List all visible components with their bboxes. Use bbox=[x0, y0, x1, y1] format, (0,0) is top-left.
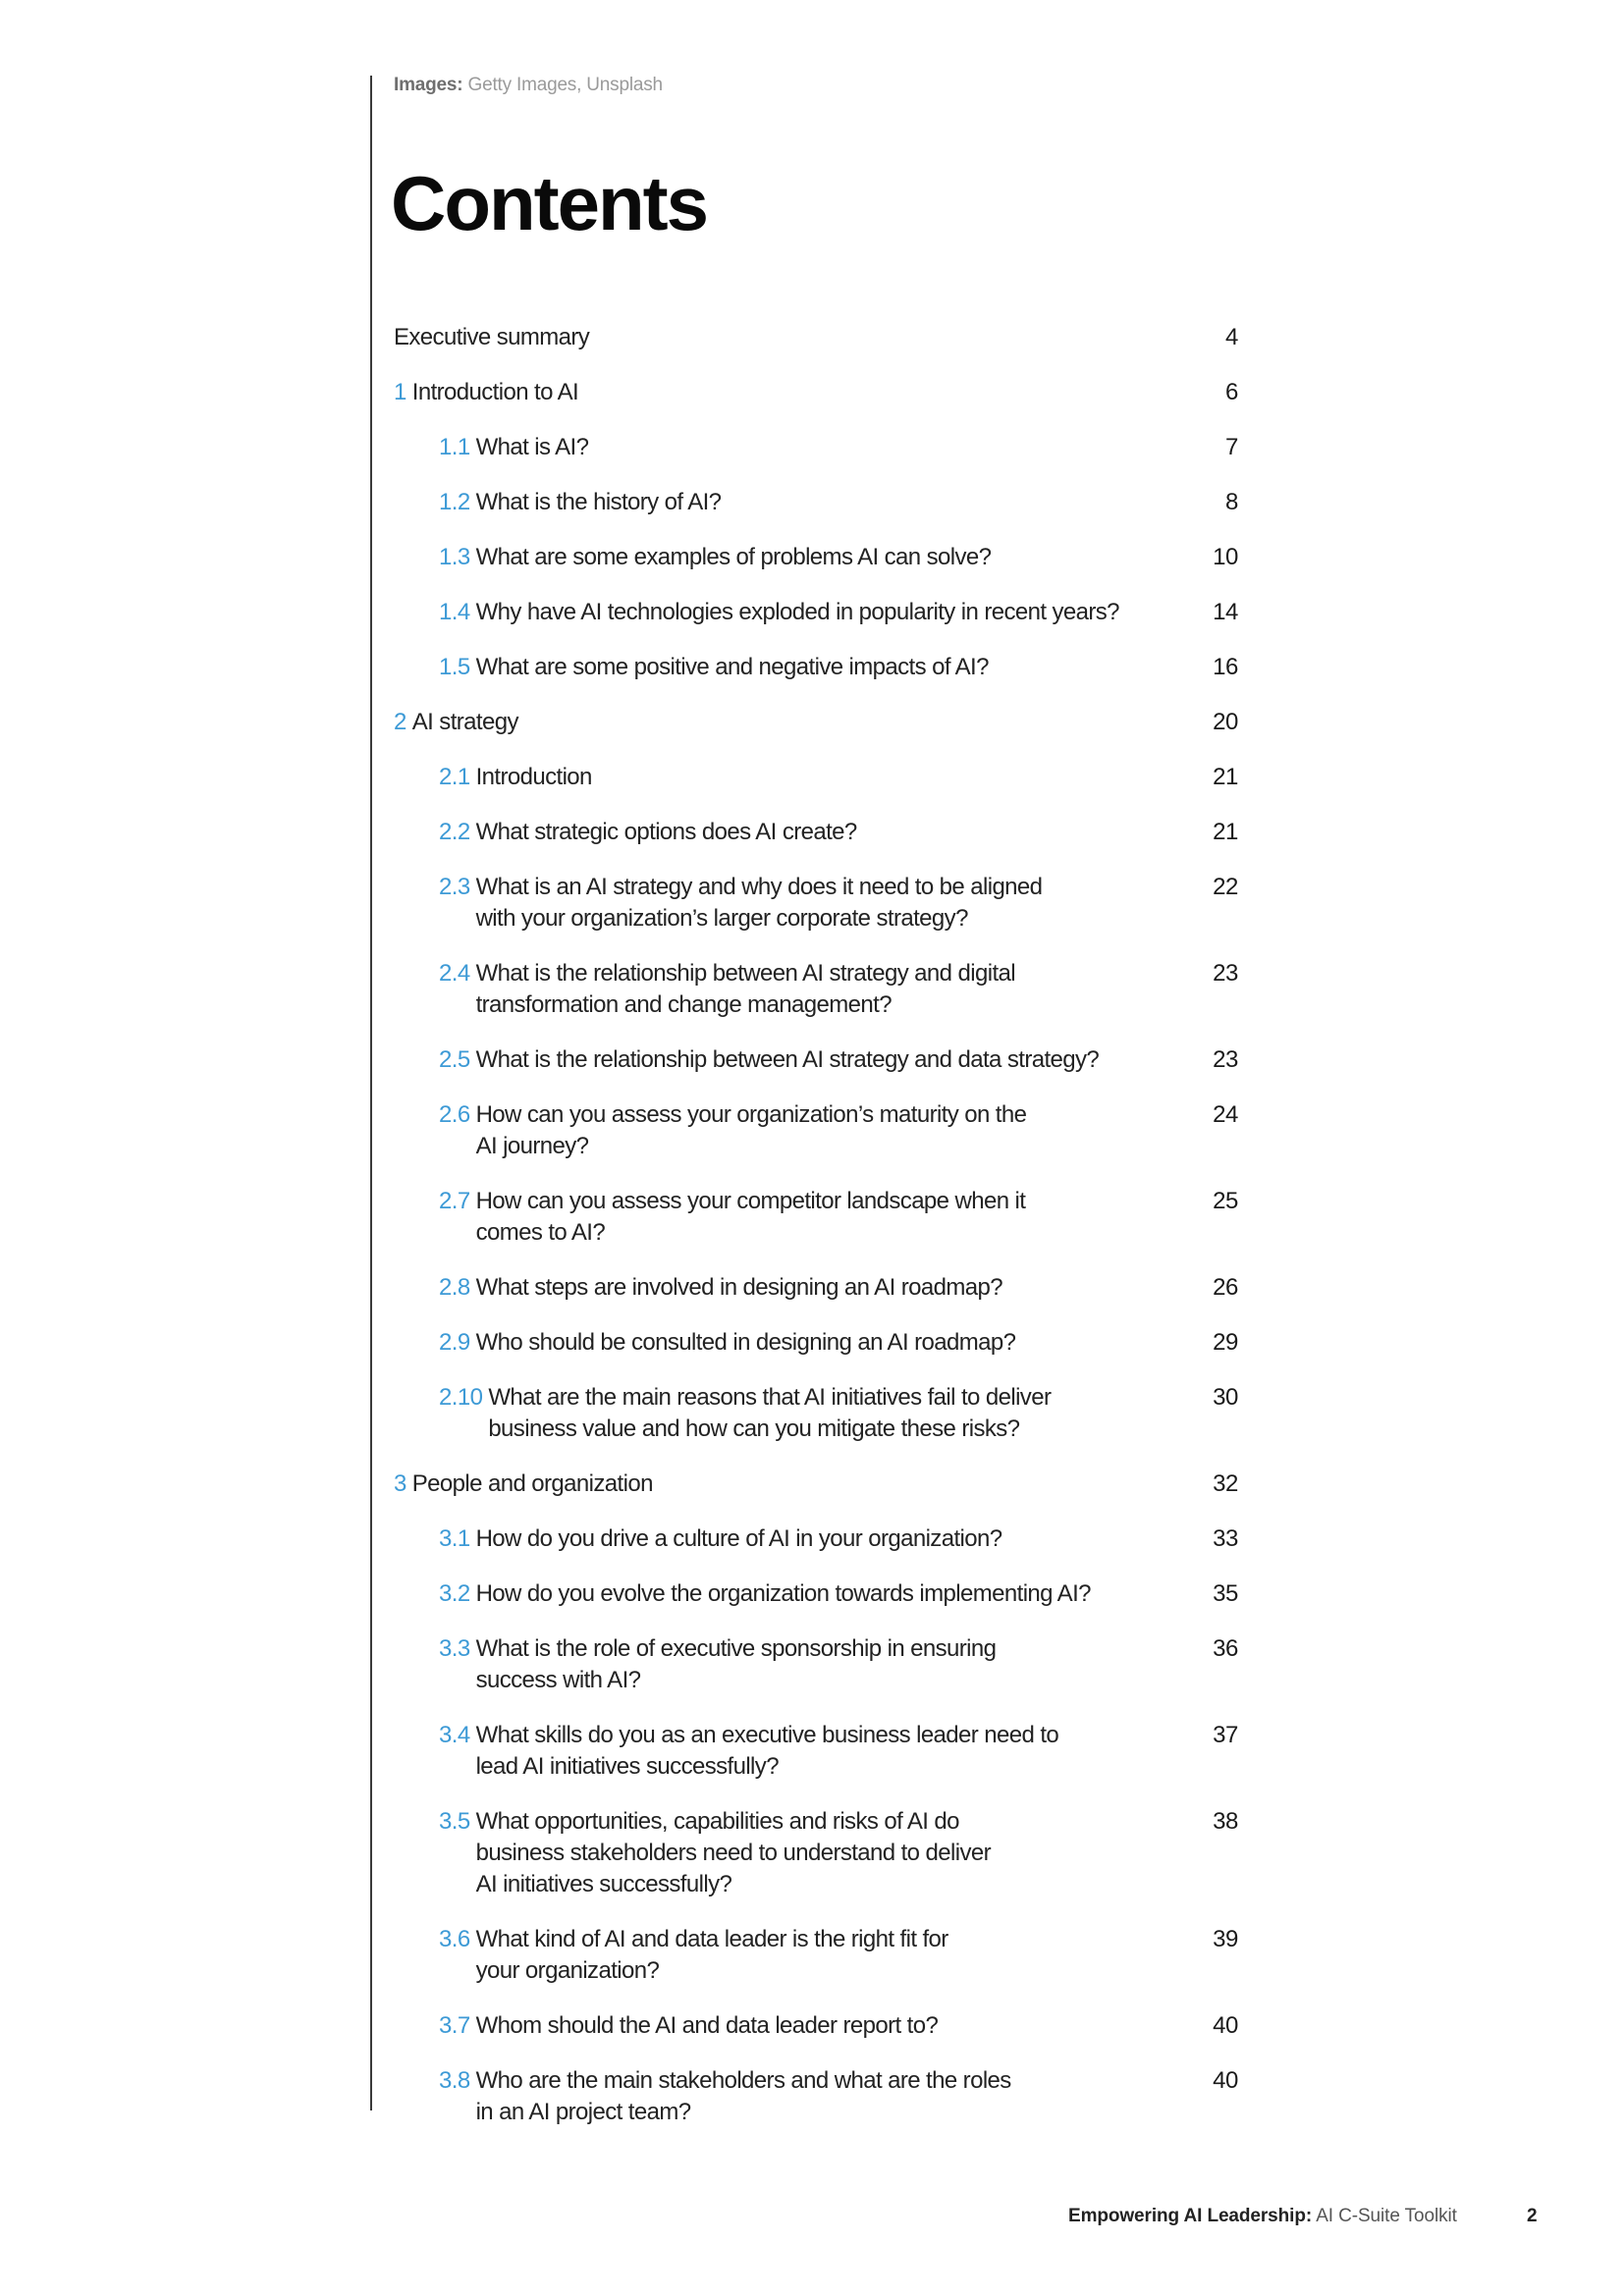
toc-entry-page[interactable]: 33 bbox=[1213, 1525, 1238, 1552]
toc-entry-number: 2 bbox=[394, 709, 406, 735]
footer-page-number: 2 bbox=[1527, 2206, 1538, 2226]
toc-entry-number: 3.6 bbox=[439, 1926, 470, 1952]
toc-entry-number: 2.6 bbox=[439, 1101, 470, 1128]
toc-entry-title[interactable] bbox=[476, 1186, 1026, 1249]
toc-entry-title-line: What steps are involved in designing an AI roadmap? bbox=[475, 1274, 1002, 1301]
toc-entry-title-line: How can you assess your organization’s maturity on the bbox=[475, 1101, 1027, 1128]
footer-publication-title: Empowering AI Leadership: bbox=[1068, 2206, 1313, 2226]
image-credit bbox=[394, 75, 663, 96]
toc-entry-2[interactable] bbox=[394, 707, 1238, 738]
toc-entry-number: 2.10 bbox=[439, 1384, 483, 1411]
toc-entry-2-3[interactable] bbox=[394, 872, 1238, 934]
toc-entry-3-5[interactable] bbox=[394, 1806, 1238, 1900]
toc-entry-title-line: Introduction bbox=[475, 764, 592, 790]
toc-entry-1-5[interactable] bbox=[394, 652, 1238, 683]
toc-entry-title-line: What is the history of AI? bbox=[475, 489, 722, 515]
toc-entry-2-7[interactable] bbox=[394, 1186, 1238, 1249]
toc-entry-title[interactable] bbox=[476, 597, 1119, 628]
toc-entry-title-line: What are some positive and negative impacts of AI? bbox=[475, 654, 989, 680]
toc-entry-title-line: What are the main reasons that AI initiatives fail to deliver bbox=[488, 1384, 1052, 1411]
toc-entry-page[interactable]: 30 bbox=[1213, 1384, 1238, 1411]
toc-entry-1[interactable] bbox=[394, 377, 1238, 408]
toc-entry-title[interactable] bbox=[476, 1272, 1002, 1304]
toc-entry-number: 1.3 bbox=[439, 544, 470, 570]
toc-entry-title-line: with your organization’s larger corporate strategy? bbox=[475, 905, 968, 932]
toc-entry-title-line: Who are the main stakeholders and what are the roles bbox=[475, 2067, 1011, 2094]
toc-entry-title-line: How can you assess your competitor landscape when it bbox=[475, 1188, 1026, 1214]
toc-entry-number: 3 bbox=[394, 1470, 406, 1497]
toc-entry-1-2[interactable] bbox=[394, 487, 1238, 518]
toc-entry-3-6[interactable] bbox=[394, 1924, 1238, 1987]
footer-publication-subtitle: AI C-Suite Toolkit bbox=[1316, 2206, 1457, 2226]
toc-entry-number: 2.1 bbox=[439, 764, 470, 790]
toc-entry-page[interactable]: 38 bbox=[1213, 1808, 1238, 1835]
toc-entry-2-9[interactable] bbox=[394, 1327, 1238, 1359]
toc-entry-page[interactable]: 35 bbox=[1213, 1580, 1238, 1607]
toc-entry-page[interactable]: 8 bbox=[1225, 489, 1238, 515]
toc-entry-title[interactable] bbox=[412, 1468, 653, 1500]
toc-entry-2-10[interactable] bbox=[394, 1382, 1238, 1445]
toc-entry-title-line: What strategic options does AI create? bbox=[475, 819, 857, 845]
toc-entry-number: 2.2 bbox=[439, 819, 470, 845]
toc-entry-page[interactable]: 24 bbox=[1213, 1101, 1238, 1128]
toc-entry-1-1[interactable] bbox=[394, 432, 1238, 463]
toc-entry-title[interactable] bbox=[476, 872, 1043, 934]
toc-entry-title[interactable] bbox=[476, 652, 989, 683]
toc-entry-title-line: What is the relationship between AI strategy and digital bbox=[475, 960, 1015, 987]
toc-entry-title-line: AI strategy bbox=[411, 709, 518, 735]
toc-entry-page[interactable]: 29 bbox=[1213, 1329, 1238, 1356]
toc-entry-page[interactable]: 6 bbox=[1225, 379, 1238, 405]
toc-entry-number: 1.4 bbox=[439, 599, 470, 625]
toc-entry-3-4[interactable] bbox=[394, 1720, 1238, 1783]
toc-entry-number: 3.3 bbox=[439, 1635, 470, 1662]
toc-entry-number: 1.2 bbox=[439, 489, 470, 515]
toc-entry-title[interactable] bbox=[476, 1044, 1100, 1076]
toc-entry-number: 3.4 bbox=[439, 1722, 470, 1748]
toc-entry-number: 3.8 bbox=[439, 2067, 470, 2094]
toc-entry-2-5[interactable] bbox=[394, 1044, 1238, 1076]
toc-entry-title-line: What kind of AI and data leader is the right fit for bbox=[475, 1926, 948, 1952]
toc-entry-title-line: What skills do you as an executive business leader need to bbox=[475, 1722, 1059, 1748]
page-footer bbox=[1068, 2206, 1538, 2227]
toc-entry-title-line: business value and how can you mitigate these risks? bbox=[488, 1415, 1020, 1442]
toc-entry-title[interactable] bbox=[476, 432, 589, 463]
toc-entry-page[interactable]: 7 bbox=[1225, 434, 1238, 460]
toc-entry-title[interactable] bbox=[488, 1382, 1051, 1445]
toc-entry-page[interactable]: 40 bbox=[1213, 2067, 1238, 2094]
toc-entry-page[interactable]: 22 bbox=[1213, 874, 1238, 900]
toc-entry-title-line: How do you evolve the organization towards implementing AI? bbox=[475, 1580, 1091, 1607]
toc-entry-page[interactable]: 40 bbox=[1213, 2012, 1238, 2039]
toc-entry-number: 3.7 bbox=[439, 2012, 470, 2039]
image-credit-value: Getty Images, Unsplash bbox=[467, 75, 663, 95]
toc-entry-page[interactable]: 23 bbox=[1213, 1046, 1238, 1073]
toc-entry-title[interactable] bbox=[476, 542, 992, 573]
toc-entry-2-1[interactable] bbox=[394, 762, 1238, 793]
toc-entry-title-line: AI initiatives successfully? bbox=[475, 1871, 732, 1897]
toc-entry-page[interactable]: 21 bbox=[1213, 819, 1238, 845]
toc-entry-page[interactable]: 16 bbox=[1213, 654, 1238, 680]
toc-entry-title-line: Whom should the AI and data leader report to? bbox=[475, 2012, 939, 2039]
toc-entry-2-2[interactable] bbox=[394, 817, 1238, 848]
toc-entry-title[interactable] bbox=[476, 1806, 991, 1900]
toc-entry-page[interactable]: 25 bbox=[1213, 1188, 1238, 1214]
toc-entry-3-3[interactable] bbox=[394, 1633, 1238, 1696]
toc-entry-executive-summary[interactable] bbox=[394, 322, 1238, 353]
toc-entry-number: 3.1 bbox=[439, 1525, 470, 1552]
toc-entry-title-line: What are some examples of problems AI can solve? bbox=[475, 544, 992, 570]
toc-entry-title-line: comes to AI? bbox=[475, 1219, 606, 1246]
toc-entry-2-8[interactable] bbox=[394, 1272, 1238, 1304]
toc-entry-2-6[interactable] bbox=[394, 1099, 1238, 1162]
toc-entry-page[interactable]: 14 bbox=[1213, 599, 1238, 625]
toc-entry-title-line: What is AI? bbox=[475, 434, 589, 460]
toc-entry-page[interactable]: 20 bbox=[1213, 709, 1238, 735]
toc-entry-title[interactable] bbox=[412, 707, 518, 738]
toc-entry-title[interactable] bbox=[476, 1578, 1091, 1610]
toc-entry-title-line: Executive summary bbox=[394, 324, 590, 350]
table-of-contents bbox=[394, 322, 1238, 2152]
toc-entry-3-8[interactable] bbox=[394, 2065, 1238, 2128]
page-title: Contents bbox=[391, 160, 707, 246]
toc-entry-title-line: AI journey? bbox=[475, 1133, 589, 1159]
toc-entry-title[interactable] bbox=[476, 817, 857, 848]
image-credit-label: Images: bbox=[394, 75, 463, 95]
toc-entry-title[interactable] bbox=[394, 322, 589, 353]
toc-entry-number: 3.2 bbox=[439, 1580, 470, 1607]
toc-entry-title-line: People and organization bbox=[411, 1470, 653, 1497]
toc-entry-3-1[interactable] bbox=[394, 1523, 1238, 1555]
toc-entry-3-7[interactable] bbox=[394, 2010, 1238, 2042]
toc-entry-title[interactable] bbox=[412, 377, 578, 408]
toc-entry-number: 2.8 bbox=[439, 1274, 470, 1301]
toc-entry-3-2[interactable] bbox=[394, 1578, 1238, 1610]
toc-entry-title-line: What opportunities, capabilities and risks of AI do bbox=[475, 1808, 959, 1835]
toc-entry-title-line: Who should be consulted in designing an AI roadmap? bbox=[475, 1329, 1016, 1356]
toc-entry-2-4[interactable] bbox=[394, 958, 1238, 1021]
toc-entry-title-line: success with AI? bbox=[475, 1667, 641, 1693]
toc-entry-number: 2.5 bbox=[439, 1046, 470, 1073]
toc-entry-title[interactable] bbox=[476, 2065, 1011, 2128]
toc-entry-1-3[interactable] bbox=[394, 542, 1238, 573]
toc-entry-title[interactable] bbox=[476, 1924, 948, 1987]
toc-entry-number: 1.5 bbox=[439, 654, 470, 680]
toc-entry-title-line: transformation and change management? bbox=[475, 991, 892, 1018]
toc-entry-number: 1 bbox=[394, 379, 406, 405]
toc-entry-title-line: What is the relationship between AI strategy and data strategy? bbox=[475, 1046, 1100, 1073]
toc-entry-page[interactable]: 37 bbox=[1213, 1722, 1238, 1748]
toc-entry-page[interactable]: 21 bbox=[1213, 764, 1238, 790]
toc-entry-number: 1.1 bbox=[439, 434, 470, 460]
toc-entry-title[interactable] bbox=[476, 958, 1015, 1021]
toc-entry-3[interactable] bbox=[394, 1468, 1238, 1500]
toc-entry-title[interactable] bbox=[476, 1523, 1002, 1555]
toc-entry-title[interactable] bbox=[476, 1633, 997, 1696]
toc-entry-page[interactable]: 10 bbox=[1213, 544, 1238, 570]
toc-entry-number: 2.7 bbox=[439, 1188, 470, 1214]
toc-entry-title[interactable] bbox=[476, 762, 592, 793]
toc-entry-title-line: in an AI project team? bbox=[475, 2099, 691, 2125]
toc-entry-number: 2.4 bbox=[439, 960, 470, 987]
toc-entry-page[interactable]: 36 bbox=[1213, 1635, 1238, 1662]
toc-entry-1-4[interactable] bbox=[394, 597, 1238, 628]
toc-entry-title-line: How do you drive a culture of AI in your organization? bbox=[475, 1525, 1002, 1552]
toc-entry-title[interactable] bbox=[476, 1099, 1027, 1162]
toc-entry-title-line: Why have AI technologies exploded in popularity in recent years? bbox=[475, 599, 1119, 625]
margin-rule bbox=[370, 76, 372, 2110]
toc-entry-title-line: lead AI initiatives successfully? bbox=[475, 1753, 779, 1780]
toc-entry-title-line: your organization? bbox=[475, 1957, 660, 1984]
toc-entry-number: 2.9 bbox=[439, 1329, 470, 1356]
toc-entry-title[interactable] bbox=[476, 2010, 939, 2042]
toc-entry-title[interactable] bbox=[476, 1327, 1016, 1359]
toc-entry-title[interactable] bbox=[476, 487, 722, 518]
toc-entry-page[interactable]: 39 bbox=[1213, 1926, 1238, 1952]
toc-entry-title-line: business stakeholders need to understand to deliver bbox=[475, 1840, 992, 1866]
toc-entry-page[interactable]: 23 bbox=[1213, 960, 1238, 987]
toc-entry-page[interactable]: 32 bbox=[1213, 1470, 1238, 1497]
toc-entry-title-line: Introduction to AI bbox=[411, 379, 579, 405]
toc-entry-page[interactable]: 4 bbox=[1225, 324, 1238, 350]
toc-entry-title-line: What is an AI strategy and why does it need to be aligned bbox=[475, 874, 1043, 900]
toc-entry-title[interactable] bbox=[476, 1720, 1059, 1783]
toc-entry-number: 3.5 bbox=[439, 1808, 470, 1835]
toc-entry-title-line: What is the role of executive sponsorship in ensuring bbox=[475, 1635, 997, 1662]
toc-entry-number: 2.3 bbox=[439, 874, 470, 900]
toc-entry-page[interactable]: 26 bbox=[1213, 1274, 1238, 1301]
